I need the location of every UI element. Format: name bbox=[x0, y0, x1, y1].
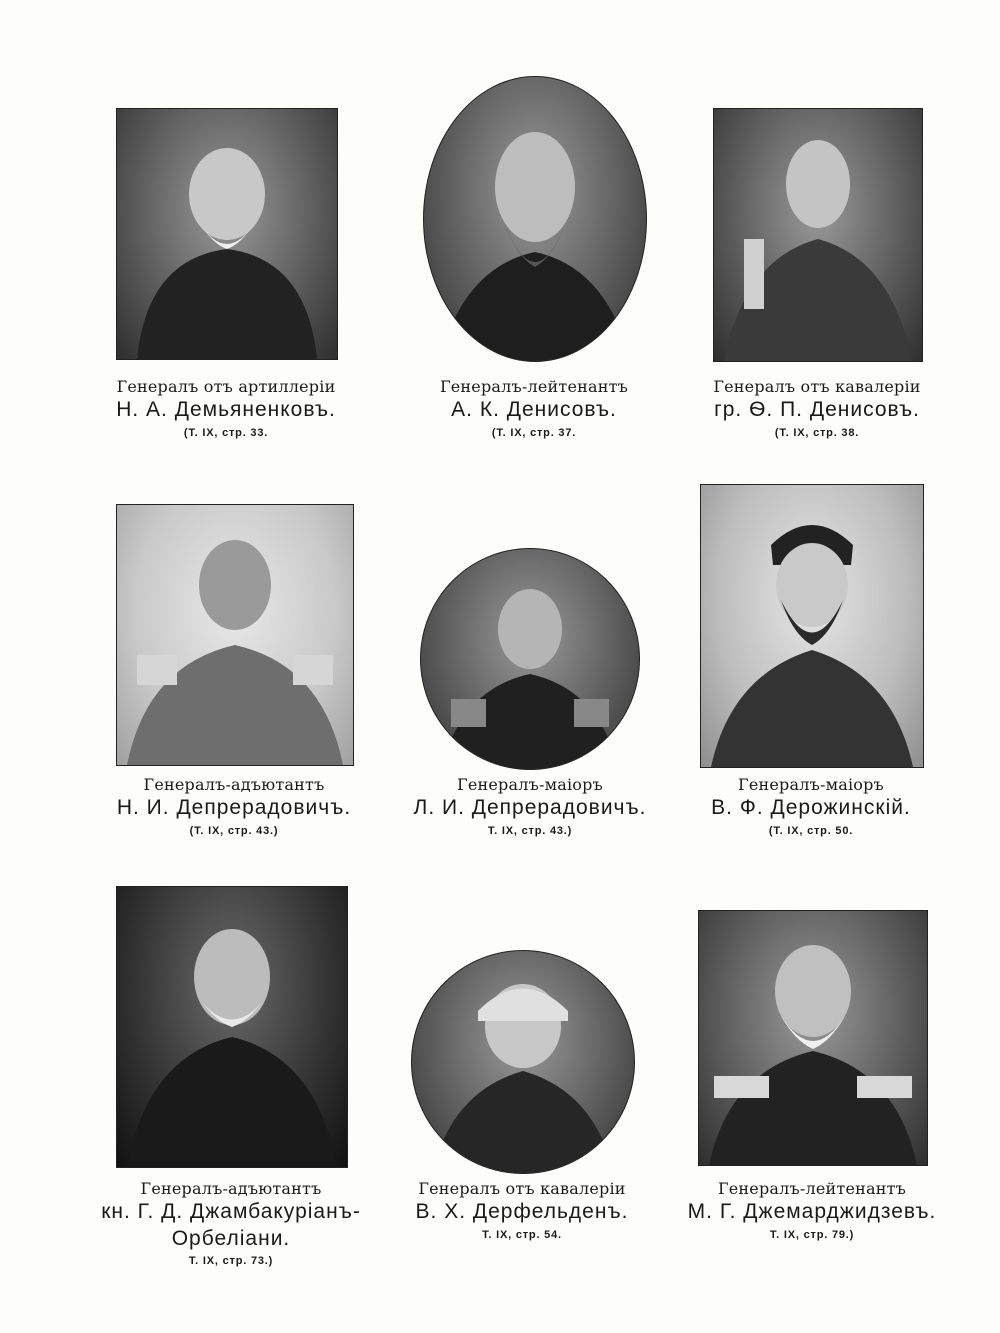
reference-label: (Т. IX, стр. 37. bbox=[491, 426, 577, 439]
rank-label: Генералъ-лейтенантъ bbox=[717, 1179, 907, 1198]
reference-label: Т. IX, стр. 54. bbox=[482, 1228, 562, 1241]
portrait-l-i-depreradovich bbox=[420, 548, 640, 770]
rank-label: Генералъ-маіоръ bbox=[457, 775, 603, 794]
caption-3 bbox=[687, 378, 947, 439]
reference-label: Т. IX, стр. 79.) bbox=[769, 1228, 855, 1241]
name-label: гр. Ѳ. П. Денисовъ. bbox=[714, 398, 920, 422]
portrait-derozhinsky bbox=[700, 484, 924, 768]
rank-label: Генералъ-лейтенантъ bbox=[439, 377, 629, 396]
name-label: Л. И. Депрерадовичъ. bbox=[413, 796, 647, 820]
portrait-a-k-denisov bbox=[423, 76, 647, 362]
name-label: Н. И. Депрерадовичъ. bbox=[116, 796, 352, 820]
name-label: М. Г. Джемарджидзевъ. bbox=[687, 1200, 937, 1224]
reference-label: (Т. IX, стр. 50. bbox=[768, 824, 854, 837]
rank-label: Генералъ отъ кавалеріи bbox=[713, 377, 921, 396]
caption-2 bbox=[394, 378, 674, 439]
portrait-n-i-depreradovich bbox=[116, 504, 354, 766]
portrait-derfelden bbox=[411, 950, 635, 1174]
rank-label: Генералъ отъ артиллеріи bbox=[116, 377, 336, 396]
reference-label: (Т. IX, стр. 33. bbox=[183, 426, 269, 439]
caption-7 bbox=[96, 1180, 366, 1267]
caption-8 bbox=[392, 1180, 652, 1241]
portrait-dzhambakurian-orbeliani bbox=[116, 886, 348, 1168]
name-label-continued: Орбеліани. bbox=[171, 1226, 291, 1250]
rank-label: Генералъ-адъютантъ bbox=[143, 775, 325, 794]
portrait-f-p-denisov bbox=[713, 108, 923, 362]
reference-label: Т. IX, стр. 73.) bbox=[188, 1254, 274, 1267]
name-label: Н. А. Демьяненковъ. bbox=[116, 398, 336, 422]
portrait-dzhemardzhidzev bbox=[698, 910, 928, 1166]
caption-5 bbox=[400, 776, 660, 837]
portrait-demyanenkov bbox=[116, 108, 338, 360]
reference-label: (Т. IX, стр. 38. bbox=[774, 426, 860, 439]
rank-label: Генералъ-маіоръ bbox=[738, 775, 884, 794]
caption-4 bbox=[104, 776, 364, 837]
name-label: А. К. Денисовъ. bbox=[451, 398, 617, 422]
reference-label: (Т. IX, стр. 43.) bbox=[189, 824, 279, 837]
reference-label: Т. IX, стр. 43.) bbox=[487, 824, 573, 837]
rank-label: Генералъ отъ кавалеріи bbox=[418, 1179, 626, 1198]
caption-9 bbox=[682, 1180, 942, 1241]
name-label: В. Х. Дерфельденъ. bbox=[415, 1200, 629, 1224]
caption-6 bbox=[686, 776, 936, 837]
name-label: кн. Г. Д. Джамбакуріанъ- bbox=[101, 1200, 361, 1224]
caption-1 bbox=[96, 378, 356, 439]
name-label: В. Ф. Дерожинскій. bbox=[711, 796, 911, 820]
rank-label: Генералъ-адъютантъ bbox=[140, 1179, 322, 1198]
